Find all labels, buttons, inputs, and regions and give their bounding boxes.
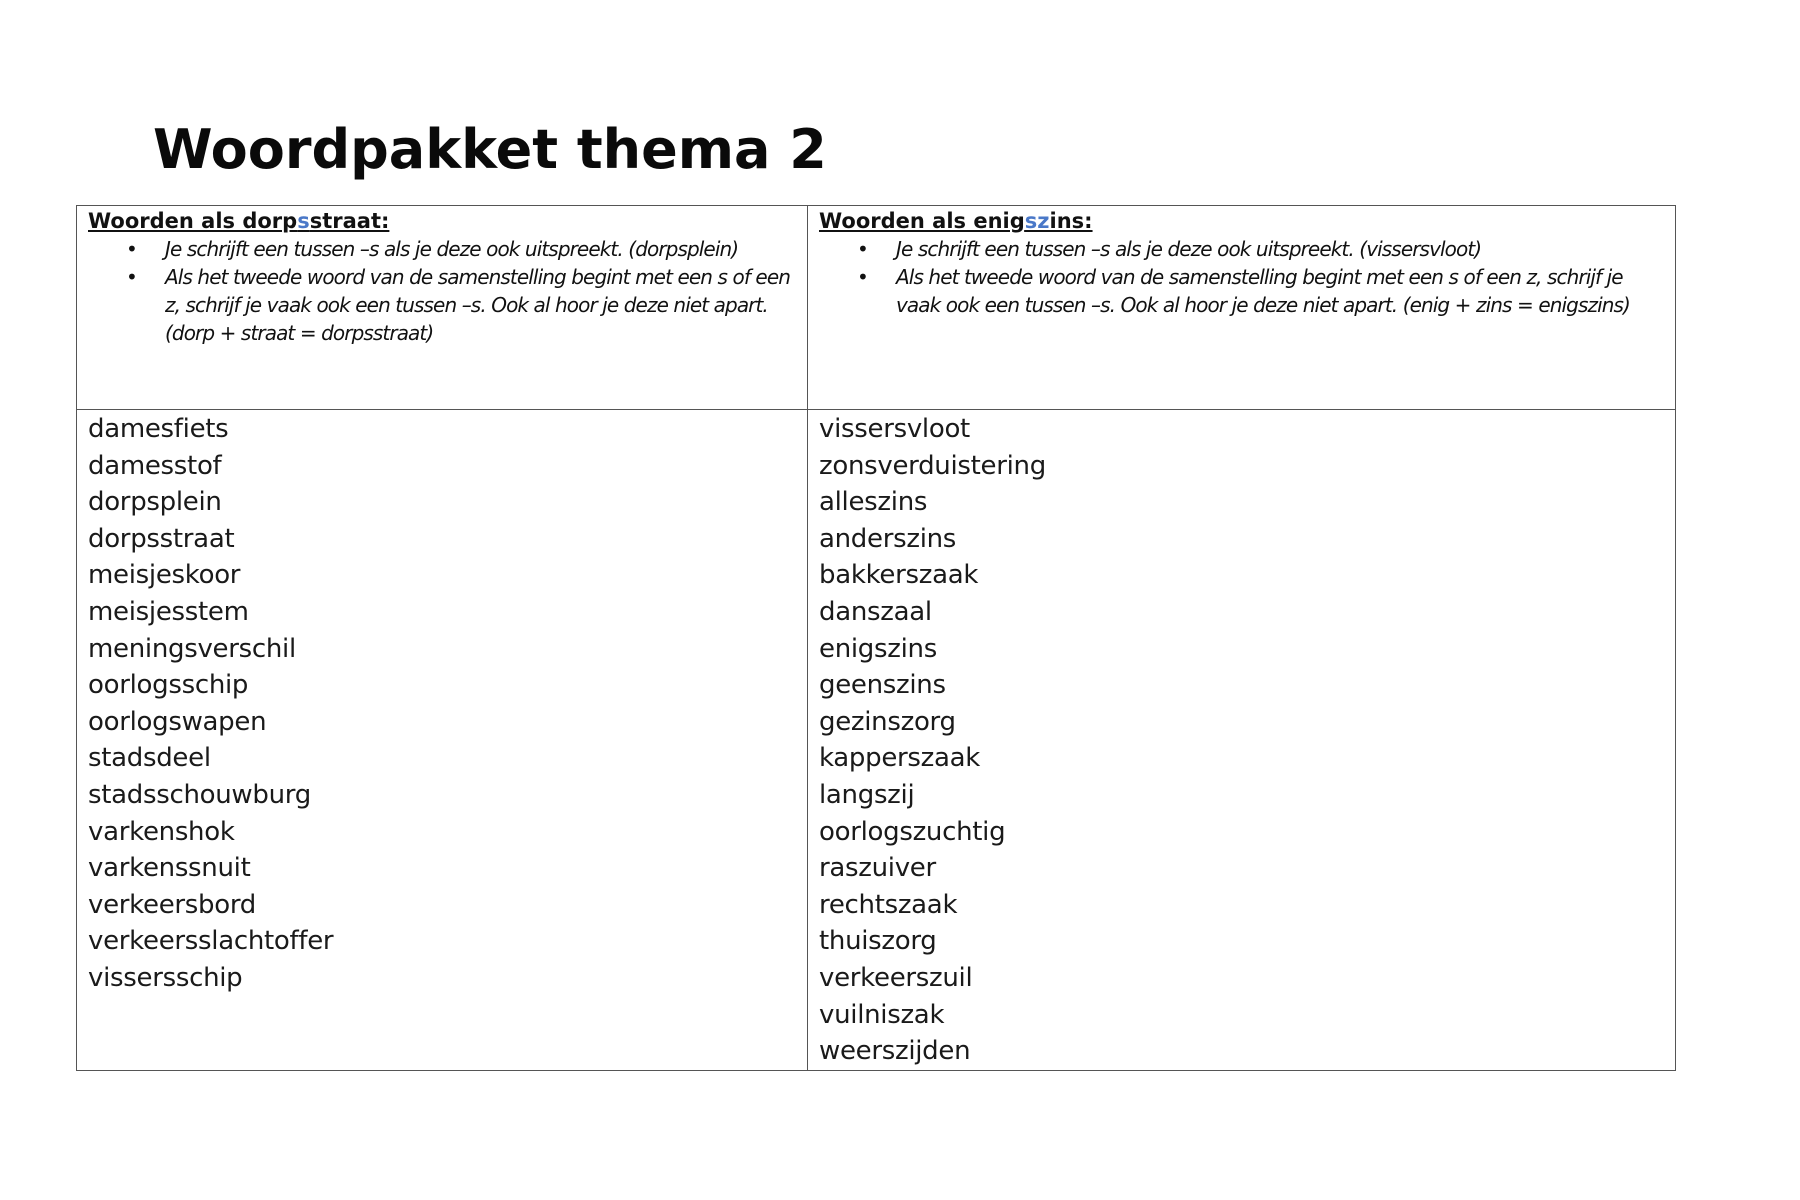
- word-item: oorlogszuchtig: [819, 816, 1006, 847]
- word-item: varkenshok: [88, 816, 235, 847]
- left-heading-text: Woorden als dorp: [88, 209, 298, 233]
- word-item: oorlogswapen: [88, 706, 267, 737]
- right-heading-text: Woorden als enig: [819, 209, 1025, 233]
- word-item: meisjeskoor: [88, 560, 241, 591]
- word-item: dorpsplein: [88, 487, 222, 518]
- rule-text: Als het tweede woord van de samenstelling begint met een s of een z, schrijf je vaak ook een tussen –s. Ook al hoor je deze niet apart. (enig + zins = enigszins): [896, 265, 1630, 317]
- rule-text: Je schrijft een tussen –s als je deze ook uitspreekt. (vissersvloot): [896, 237, 1482, 261]
- rule-text: Je schrijft een tussen –s als je deze ook uitspreekt. (dorpsplein): [165, 237, 739, 261]
- word-item: geenszins: [819, 670, 946, 701]
- word-item: vissersvloot: [819, 414, 970, 444]
- word-item: zonsverduistering: [819, 450, 1046, 481]
- right-header-cell: [808, 206, 1676, 410]
- left-heading-highlight: s: [297, 209, 310, 233]
- left-word-list: [88, 411, 797, 997]
- right-rule-list: [819, 235, 1665, 319]
- word-item: langszij: [819, 779, 915, 810]
- word-item: bakkerszaak: [819, 560, 979, 591]
- bullet-icon: •: [126, 237, 137, 261]
- word-item: raszuiver: [819, 853, 936, 884]
- page-title: Woordpakket thema 2: [153, 118, 827, 181]
- word-item: verkeersslachtoffer: [88, 926, 334, 957]
- word-item: meningsverschil: [88, 633, 296, 664]
- left-word-cell: [77, 410, 808, 1071]
- word-item: enigszins: [819, 633, 937, 664]
- bullet-icon: •: [857, 237, 868, 261]
- word-item: weerszijden: [819, 1036, 971, 1067]
- word-item: dorpsstraat: [88, 523, 235, 554]
- word-item: damesfiets: [88, 414, 229, 444]
- word-item: gezinszorg: [819, 706, 956, 737]
- word-item: rechtszaak: [819, 889, 958, 920]
- word-item: meisjesstem: [88, 596, 249, 627]
- word-item: stadsschouwburg: [88, 779, 311, 810]
- left-header-cell: [77, 206, 808, 410]
- left-rule-list: [88, 235, 797, 347]
- word-item: anderszins: [819, 523, 957, 554]
- bullet-icon: •: [126, 265, 137, 289]
- word-item: kapperszaak: [819, 743, 981, 774]
- rule-text: Als het tweede woord van de samenstelling begint met een s of een z, schrijf je vaak ook een tussen –s. Ook al hoor je deze niet apart. (dorp + straat = dorpsstraat): [165, 265, 791, 345]
- word-item: verkeersbord: [88, 889, 256, 920]
- word-item: oorlogsschip: [88, 670, 249, 701]
- right-heading-text-end: ins:: [1049, 209, 1093, 233]
- word-package-table: [76, 205, 1676, 1071]
- left-heading-text-end: straat:: [309, 209, 390, 233]
- word-list-row: [77, 410, 1676, 1071]
- word-item: verkeerszuil: [819, 962, 973, 993]
- left-column-heading: [88, 207, 797, 235]
- header-row: [77, 206, 1676, 410]
- word-item: vuilniszak: [819, 999, 945, 1030]
- right-word-cell: [808, 410, 1676, 1071]
- rule-item: [126, 235, 797, 263]
- rule-item: [857, 263, 1665, 319]
- word-item: alleszins: [819, 487, 928, 518]
- right-column-heading: [819, 207, 1665, 235]
- word-item: stadsdeel: [88, 743, 211, 774]
- word-item: damesstof: [88, 450, 222, 481]
- word-item: thuiszorg: [819, 926, 937, 957]
- right-heading-highlight: sz: [1024, 209, 1050, 233]
- bullet-icon: •: [857, 265, 868, 289]
- right-word-list: [819, 411, 1665, 1070]
- word-item: varkenssnuit: [88, 853, 251, 884]
- rule-item: [126, 263, 797, 347]
- word-item: vissersschip: [88, 962, 243, 993]
- word-item: danszaal: [819, 596, 932, 627]
- rule-item: [857, 235, 1665, 263]
